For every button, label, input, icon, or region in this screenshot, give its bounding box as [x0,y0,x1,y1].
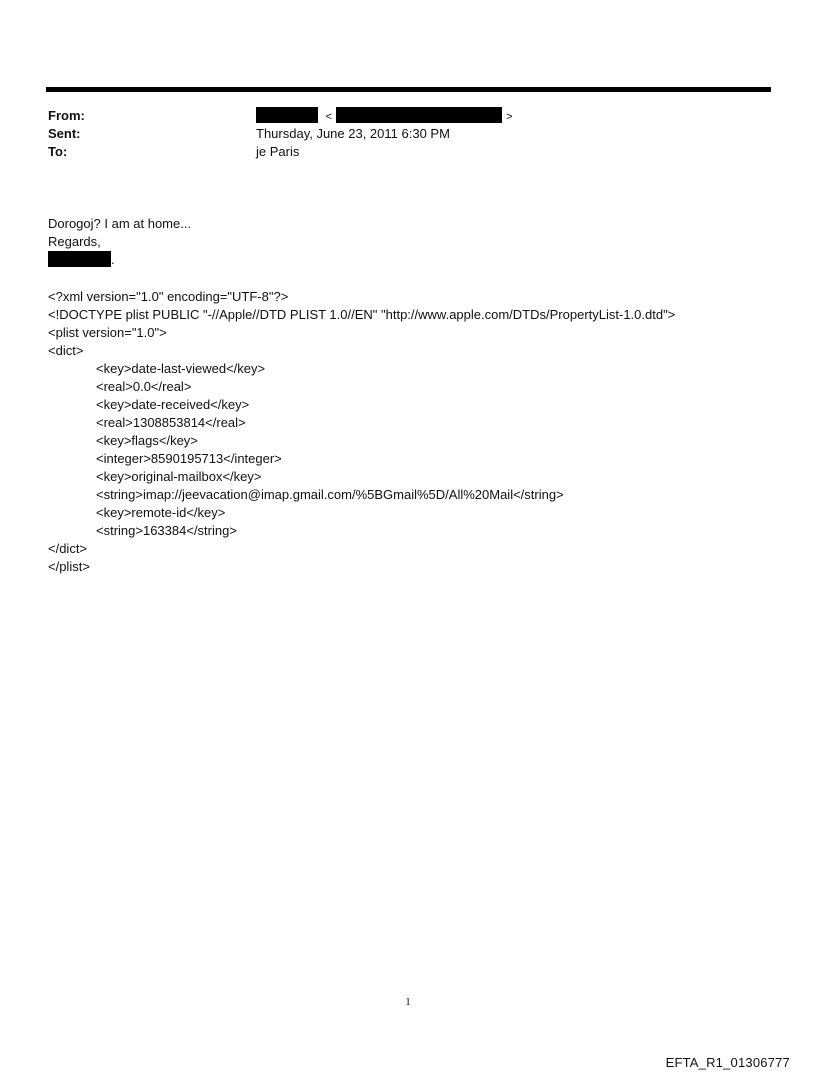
plist-line: <dict> [48,343,84,358]
to-label: To: [48,144,68,159]
plist-line: <real>0.0</real> [96,379,192,394]
sent-value: Thursday, June 23, 2011 6:30 PM [256,126,450,141]
message-body [48,215,191,269]
to-value: je Paris [256,144,300,159]
header-divider [46,87,771,92]
signoff-period: . [111,252,115,267]
from-open-bracket: < [325,111,333,123]
plist-line: <real>1308853814</real> [96,415,246,430]
plist-line: <key>date-last-viewed</key> [96,361,266,376]
plist-line: <string>163384</string> [96,523,237,538]
plist-line: <key>remote-id</key> [96,505,226,520]
from-close-bracket: > [506,111,513,123]
plist-line: </dict> [48,541,88,556]
plist-line: <key>date-received</key> [96,397,250,412]
redacted-sender-email [336,107,502,123]
from-value [256,107,517,126]
signoff-line [48,251,191,269]
plist-block [48,288,675,576]
plist-line: <string>imap://jeevacation@imap.gmail.com/%5BGmail%5D/All%20Mail</string> [96,487,564,502]
redacted-sender-name [256,107,318,123]
from-label: From: [48,108,85,123]
plist-line: <plist version="1.0"> [48,325,167,340]
plist-line: <!DOCTYPE plist PUBLIC "-//Apple//DTD PLIST 1.0//EN" "http://www.apple.com/DTDs/PropertyList-1.0.dtd"> [48,307,676,322]
message-line-2: Regards, [48,234,101,249]
page-number: 1 [405,996,411,1008]
redacted-signature [48,251,111,267]
plist-line: <key>original-mailbox</key> [96,469,262,484]
sent-label: Sent: [48,126,81,141]
plist-line: </plist> [48,559,90,574]
plist-line: <key>flags</key> [96,433,198,448]
document-id: EFTA_R1_01306777 [665,1055,790,1070]
plist-line: <?xml version="1.0" encoding="UTF-8"?> [48,289,289,304]
message-line-1: Dorogoj? I am at home... [48,216,192,231]
plist-line: <integer>8590195713</integer> [96,451,282,466]
